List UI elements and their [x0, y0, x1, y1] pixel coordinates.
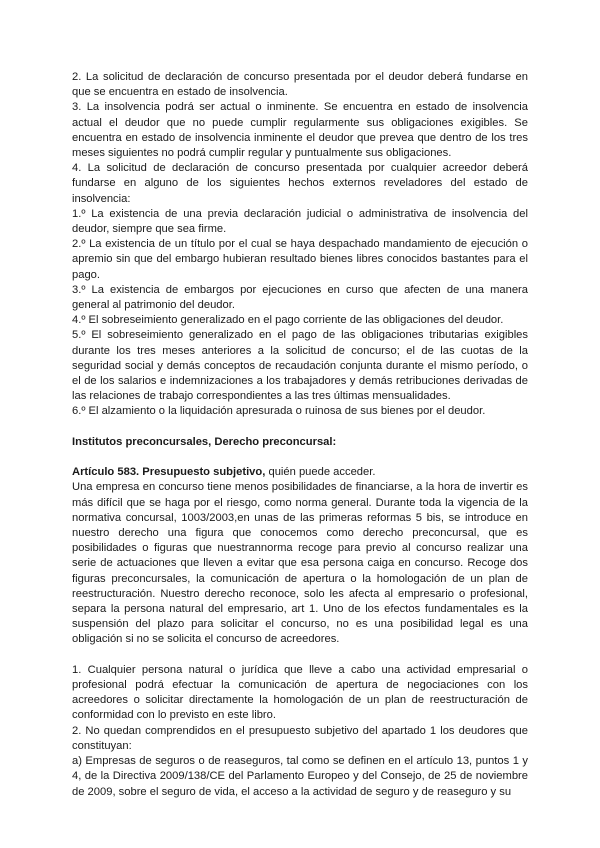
- spacer: [72, 648, 528, 663]
- article-paragraph-2: 2. No quedan comprendidos en el presupuesto subjetivo del apartado 1 los deudores que constituyan:: [72, 724, 528, 752]
- fact-6: 6.º El alzamiento o la liquidación apresurada o ruinosa de sus bienes por el deudor.: [72, 405, 486, 418]
- article-title: Artículo 583. Presupuesto subjetivo,: [72, 466, 266, 479]
- fact-5: 5.º El sobreseimiento generalizado en el pago de las obligaciones tributarias exigibles durante los tres meses anteriores a la solicitud de concurso; el de las cuotas de la seguridad social y demás conceptos de recaudación conjunta durante el mismo período, o el de los salarios e indemnizaciones a los trabajadores y demás retribuciones derivadas de las relaciones de trabajo correspondientes a las tres últimas mensualidades.: [72, 329, 528, 403]
- fact-3: 3.º La existencia de embargos por ejecuciones en curso que afecten de una manera general al patrimonio del deudor.: [72, 283, 528, 312]
- section-heading: Institutos preconcursales, Derecho preconcursal:: [72, 435, 337, 448]
- paragraph-3: 3. La insolvencia podrá ser actual o inminente. Se encuentra en estado de insolvencia actual el deudor que no puede cumplir regularmente sus obligaciones exigibles. Se encuentra en estado de insolvencia inminente el deudor que prevea que dentro de los tres meses siguientes no podrá cumplir regular y puntualmente sus obligaciones.: [72, 101, 528, 160]
- spacer: [72, 450, 528, 465]
- article-title-line: [72, 465, 528, 480]
- fact-1: 1.º La existencia de una previa declaración judicial o administrativa de insolvencia del deudor, siempre que sea firme.: [72, 207, 528, 236]
- spacer: [72, 420, 528, 435]
- article-body: Una empresa en concurso tiene menos posibilidades de financiarse, a la hora de invertir es más difícil que se haga por el riesgo, como norma general. Durante toda la vigencia de la normativa concursal, 1003/2003,en unas de las primeras reformas 5 bis, se introduce en nuestro derecho una figura que conocemos como derecho preconcursal, que es posibilidades o figuras que nuestrannorma recoge para previo al concurso realizar una serie de actuaciones que lleven a evitar que esa persona caiga en concurso. Recoge dos figuras preconcursales, la comunicación de apertura o la homologación de un plan de reestructuración. Nuestro derecho reconoce, solo les afecta al empresario o profesional, separa la persona natural del empresario, art 1. Uno de los efectos fundamentales es la suspensión del plazo para solicitar el concurso, no es una posibilidad legal es una obligación si no se solicita el concurso de acreedores.: [72, 481, 528, 646]
- document-page: [72, 70, 528, 800]
- article-paragraph-2a: a) Empresas de seguros o de reaseguros, tal como se definen en el artículo 13, puntos 1 y 4, de la Directiva 2009/138/CE del Parlamento Europeo y del Consejo, de 25 de noviembre de 2009, sobre el seguro de vida, el acceso a la actividad de seguro y de reaseguro y su: [72, 755, 528, 798]
- article-paragraph-1: 1. Cualquier persona natural o jurídica que lleve a cabo una actividad empresarial o profesional podrá efectuar la comunicación de apertura de negociaciones con los acreedores o solicitar directamente la homologación de un plan de reestructuración de conformidad con lo previsto en este libro.: [72, 663, 528, 722]
- article-title-rest: quién puede acceder.: [265, 466, 376, 479]
- paragraph-2: 2. La solicitud de declaración de concurso presentada por el deudor deberá fundarse en que se encuentra en estado de insolvencia.: [72, 71, 528, 99]
- fact-2: 2.º La existencia de un título por el cual se haya despachado mandamiento de ejecución o apremio sin que del embargo hubieran resultado bienes libres conocidos bastantes para el pago.: [72, 238, 528, 281]
- paragraph-4: 4. La solicitud de declaración de concurso presentada por cualquier acreedor deberá fundarse en alguno de los siguientes hechos externos reveladores del estado de insolvencia:: [72, 162, 528, 205]
- fact-4: 4.º El sobreseimiento generalizado en el pago corriente de las obligaciones del deudor.: [72, 314, 504, 327]
